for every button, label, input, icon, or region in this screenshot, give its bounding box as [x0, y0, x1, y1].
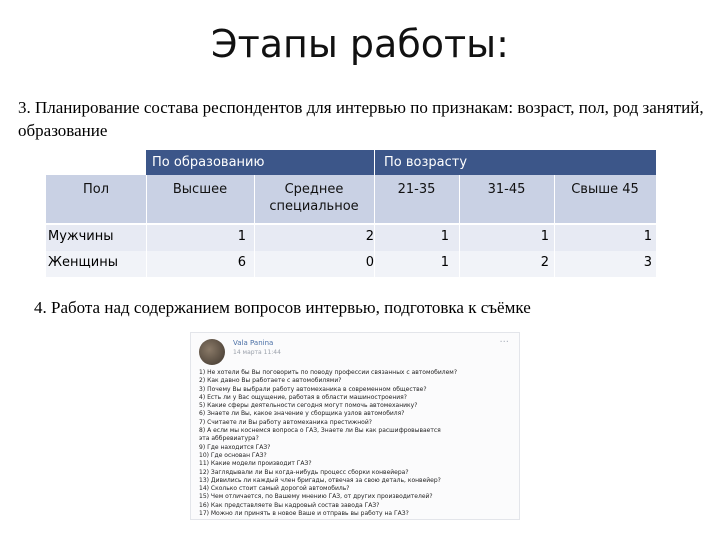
- list-item: 8) А если мы коснемся вопроса о ГАЗ, Знаете ли Вы как расшифровывается: [199, 427, 441, 435]
- list-item: 6) Знаете ли Вы, какое значение у сборщика узлов автомобиля?: [199, 410, 405, 418]
- table-cell: 1: [643, 229, 652, 244]
- table-cell: 1: [440, 255, 449, 270]
- table-cell: 2: [540, 255, 549, 270]
- row-label: Мужчины: [48, 229, 114, 244]
- list-item: 17) Можно ли принять в новое Ваше и отправь вы работу на ГАЗ?: [199, 510, 409, 518]
- ellipsis-icon: ···: [499, 337, 509, 348]
- group-header-education: По образованию: [152, 155, 265, 170]
- list-item: 14) Сколько стоит самый дорогой автомобиль?: [199, 485, 350, 493]
- table-cell: 3: [643, 255, 652, 270]
- list-item: 4) Есть ли у Вас ощущение, работая в области машиностроения?: [199, 393, 407, 401]
- table-group-header: [146, 150, 656, 175]
- column-divider: [459, 175, 460, 277]
- row-label: Женщины: [48, 255, 118, 270]
- avatar: [199, 339, 225, 365]
- column-secondary-special: Среднее специальное: [269, 182, 359, 214]
- list-item: 10) Где основан ГАЗ?: [199, 451, 267, 459]
- list-item: эта аббревиатура?: [199, 435, 259, 443]
- column-age-31-45: 31-45: [487, 182, 526, 197]
- column-divider: [146, 175, 147, 277]
- table-row: [46, 251, 656, 277]
- column-higher: Высшее: [172, 182, 228, 197]
- step-3-text: 3. Планирование состава респондентов для интервью по признакам: возраст, пол, род занятий, образование: [18, 98, 704, 140]
- list-item: 13) Дивились ли каждый член бригады, отвечая за свою деталь, конвейер?: [199, 476, 441, 484]
- list-item: 1) Не хотели бы Вы поговорить по поводу профессии связанных с автомобилем?: [199, 369, 458, 376]
- table-row: [46, 225, 656, 251]
- questions-list: [199, 369, 514, 518]
- column-divider: [374, 150, 375, 277]
- group-header-age: По возрасту: [384, 155, 468, 170]
- column-divider: [554, 175, 555, 277]
- table-cell: 6: [237, 255, 246, 270]
- interview-questions-screenshot: [190, 332, 520, 520]
- list-item: 3) Почему Вы выбрали работу автомеханика в современном обществе?: [199, 385, 427, 393]
- table-cell: 2: [365, 229, 374, 244]
- step-4-text: 4. Работа над содержанием вопросов интервью, подготовка к съёмке: [34, 298, 531, 317]
- list-item: 16) Как представляете Вы кадровый состав завода ГАЗ?: [199, 501, 380, 509]
- column-divider: [254, 175, 255, 277]
- list-item: 15) Чем отличается, по Вашему мнению ГАЗ, от других производителей?: [199, 493, 433, 501]
- table-cell: 1: [237, 229, 246, 244]
- table-cell: 1: [540, 229, 549, 244]
- list-item: 5) Какие сферы деятельности сегодня могут помочь автомеханику?: [199, 402, 418, 410]
- table-column-header: [46, 175, 656, 223]
- post-author: Vala Panina: [233, 339, 274, 347]
- table-cell: 0: [365, 255, 374, 270]
- column-gender: Пол: [82, 182, 110, 197]
- post-date: 14 марта 11:44: [233, 349, 281, 356]
- list-item: 12) Заглядывали ли Вы когда-нибудь процесс сборки конвейера?: [199, 468, 409, 476]
- column-age-21-35: 21-35: [397, 182, 436, 197]
- list-item: 2) Как давно Вы работаете с автомобилями?: [199, 377, 342, 385]
- slide-title: Этапы работы:: [211, 22, 509, 66]
- list-item: 9) Где находится ГАЗ?: [199, 443, 271, 451]
- list-item: 11) Какие модели производит ГАЗ?: [199, 460, 312, 468]
- list-item: 7) Считаете ли Вы работу автомеханика престижной?: [199, 418, 372, 426]
- table-cell: 1: [440, 229, 449, 244]
- column-age-over-45: Свыше 45: [571, 182, 639, 197]
